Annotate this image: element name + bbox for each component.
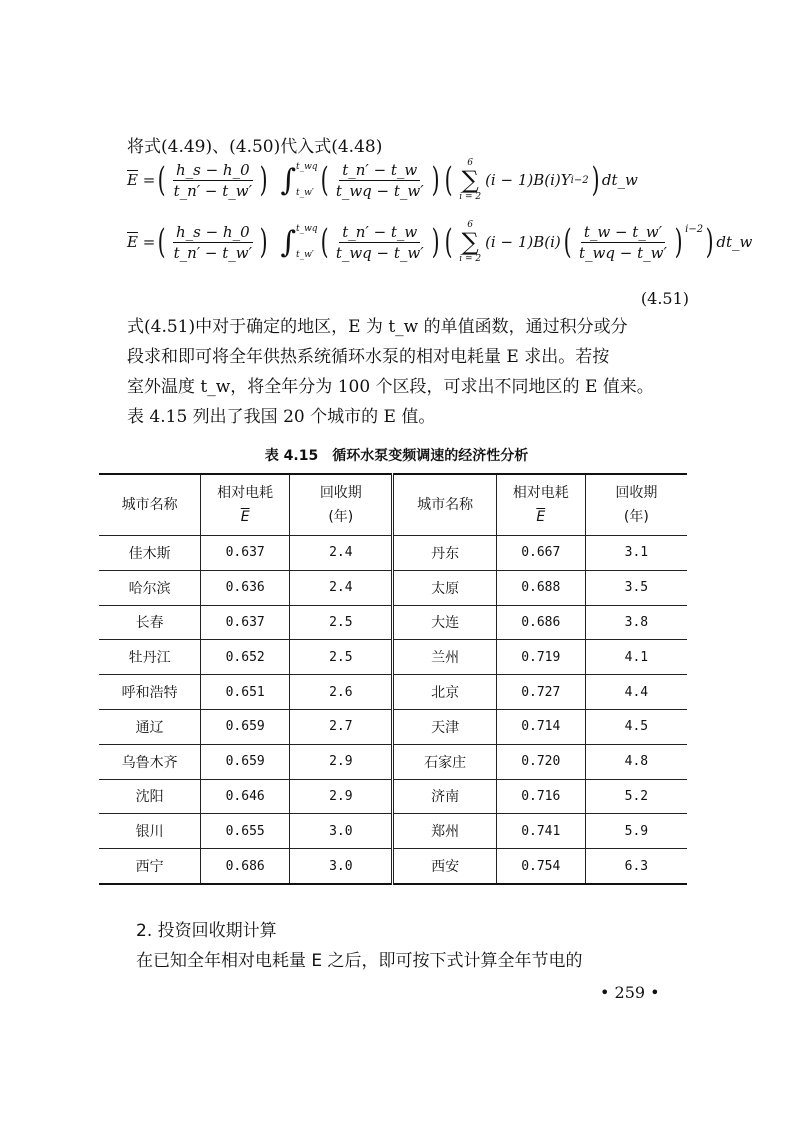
section-heading: 2. 投资回收期计算	[136, 921, 277, 941]
payback-period-cell: 2.6	[290, 675, 393, 710]
table-row	[99, 709, 687, 744]
header-consumption: 相对电耗 $\overline{E}$	[201, 474, 290, 536]
relative-consumption-cell: 0.741	[496, 814, 585, 849]
eq1-fraction-1	[171, 161, 255, 200]
section-text: 在已知全年相对电耗量 E 之后，即可按下式计算全年节电的	[136, 951, 583, 971]
header-city: 城市名称	[393, 474, 496, 536]
header-city: 城市名称	[99, 474, 201, 536]
city-name-cell: 天津	[393, 709, 496, 744]
eq2-summand: (i − 1)B(i)	[485, 233, 561, 251]
payback-period-cell: 3.0	[290, 814, 393, 849]
city-name-cell: 牡丹江	[99, 640, 201, 675]
table-row	[99, 849, 687, 884]
eq1-equals: =	[137, 171, 156, 189]
city-name-cell: 呼和浩特	[99, 675, 201, 710]
eq2-exponent: i−2	[685, 224, 704, 235]
table-caption: 表 4.15 循环水泵变频调速的经济性分析	[264, 448, 529, 464]
city-name-cell: 西宁	[99, 849, 201, 884]
table-row	[99, 744, 687, 779]
eq1-exponent: i−2	[570, 174, 589, 186]
table-row	[99, 536, 687, 571]
relative-consumption-cell: 0.727	[496, 675, 585, 710]
eq2-fraction-3	[576, 223, 670, 262]
payback-period-cell: 2.7	[290, 709, 393, 744]
payback-period-cell: 6.3	[585, 849, 687, 884]
header-consumption: 相对电耗 $\overline{E}$	[496, 474, 585, 536]
eq2-frac1-den: t_n′ − t_w′	[173, 243, 253, 262]
city-name-cell: 大连	[393, 605, 496, 640]
paragraph-line: 式(4.51)中对于确定的地区，E 为 t_w 的单值函数，通过积分或分	[127, 317, 628, 337]
equation-number: (4.51)	[640, 289, 689, 308]
relative-consumption-cell: 0.646	[201, 779, 290, 814]
relative-consumption-cell: 0.667	[496, 536, 585, 571]
city-name-cell: 佳木斯	[99, 536, 201, 571]
relative-consumption-cell: 0.754	[496, 849, 585, 884]
eq1-integral-limits: t_wq t_w′	[295, 162, 318, 198]
city-name-cell: 乌鲁木齐	[99, 744, 201, 779]
eq2-fraction-1	[171, 223, 255, 262]
equation-2: $\overline{E}$ = ( $\frac{h\_s - h\_0}{t\_n' - t\_w'}$ ) ∫ t_wq t_w′ ( $\frac{t\_n' - t\_w}{t\_wq - t\_w'}$ ) ( 6 ∑ i = 2 (i − 1)B(i) ( $\frac{t\_w - t\_w'}{t\_wq - t\_w'}$ ) $^{i-2}$ ) dt_w	[127, 220, 753, 264]
relative-consumption-cell: 0.636	[201, 570, 290, 605]
relative-consumption-cell: 0.659	[201, 709, 290, 744]
payback-period-cell: 2.5	[290, 640, 393, 675]
paragraph-line: 室外温度 t_w，将全年分为 100 个区段，可求出不同地区的 E 值来。	[127, 377, 654, 397]
payback-table	[99, 473, 687, 885]
relative-consumption-cell: 0.659	[201, 744, 290, 779]
summation-sign-icon: 6 ∑ i = 2	[459, 158, 482, 202]
eq1-lhs: $\overline{E}$	[127, 171, 138, 189]
payback-period-cell: 4.1	[585, 640, 687, 675]
relative-consumption-cell: 0.688	[496, 570, 585, 605]
relative-consumption-cell: 0.719	[496, 640, 585, 675]
city-name-cell: 西安	[393, 849, 496, 884]
eq2-equals: =	[137, 233, 156, 251]
payback-period-cell: 2.4	[290, 536, 393, 571]
relative-consumption-cell: 0.652	[201, 640, 290, 675]
eq1-frac2-num: t_n′ − t_w	[339, 161, 420, 181]
intro-line: 将式(4.49)、(4.50)代入式(4.48)	[127, 137, 383, 157]
relative-consumption-cell: 0.655	[201, 814, 290, 849]
table-row	[99, 640, 687, 675]
eq2-frac3-num: t_w − t_w′	[581, 223, 665, 243]
eq1-differential: dt_w	[601, 171, 638, 189]
relative-consumption-cell: 0.651	[201, 675, 290, 710]
eq2-differential: dt_w	[716, 233, 753, 251]
payback-period-cell: 2.5	[290, 605, 393, 640]
relative-consumption-cell: 0.720	[496, 744, 585, 779]
relative-consumption-cell: 0.714	[496, 709, 585, 744]
header-payback: 回收期 (年)	[290, 474, 393, 536]
city-name-cell: 丹东	[393, 536, 496, 571]
city-name-cell: 石家庄	[393, 744, 496, 779]
eq2-frac1-num: h_s − h_0	[173, 223, 253, 243]
table-row	[99, 675, 687, 710]
eq1-fraction-2	[333, 161, 427, 200]
relative-consumption-cell: 0.637	[201, 536, 290, 571]
eq2-integral-limits: t_wq t_w′	[295, 224, 318, 260]
city-name-cell: 北京	[393, 675, 496, 710]
integral-sign-icon: ∫	[280, 162, 296, 198]
city-name-cell: 太原	[393, 570, 496, 605]
city-name-cell: 长春	[99, 605, 201, 640]
payback-period-cell: 4.5	[585, 709, 687, 744]
eq2-lhs: $\overline{E}$	[127, 233, 138, 251]
payback-period-cell: 4.4	[585, 675, 687, 710]
eq2-fraction-2	[333, 223, 427, 262]
table-row	[99, 779, 687, 814]
eq1-frac1-den: t_n′ − t_w′	[173, 181, 253, 200]
table-header-row	[99, 474, 687, 536]
eq2-frac3-den: t_wq − t_w′	[579, 243, 667, 262]
payback-period-cell: 2.9	[290, 744, 393, 779]
city-name-cell: 银川	[99, 814, 201, 849]
payback-period-cell: 3.8	[585, 605, 687, 640]
relative-consumption-cell: 0.686	[496, 605, 585, 640]
payback-period-cell: 2.9	[290, 779, 393, 814]
table-row	[99, 814, 687, 849]
eq1-summand: (i − 1)B(i)Y	[485, 171, 571, 189]
city-name-cell: 兰州	[393, 640, 496, 675]
paragraph-line: 段求和即可将全年供热系统循环水泵的相对电耗量 E 求出。若按	[127, 347, 610, 367]
city-name-cell: 沈阳	[99, 779, 201, 814]
city-name-cell: 郑州	[393, 814, 496, 849]
paragraph-line: 表 4.15 列出了我国 20 个城市的 E 值。	[127, 407, 436, 427]
payback-period-cell: 3.1	[585, 536, 687, 571]
relative-consumption-cell: 0.686	[201, 849, 290, 884]
city-name-cell: 济南	[393, 779, 496, 814]
payback-period-cell: 5.9	[585, 814, 687, 849]
eq1-frac1-num: h_s − h_0	[173, 161, 253, 181]
eq2-frac2-den: t_wq − t_w′	[335, 243, 424, 262]
payback-period-cell: 4.8	[585, 744, 687, 779]
header-payback: 回收期 (年)	[585, 474, 687, 536]
city-name-cell: 通辽	[99, 709, 201, 744]
table-row	[99, 605, 687, 640]
payback-period-cell: 3.0	[290, 849, 393, 884]
relative-consumption-cell: 0.716	[496, 779, 585, 814]
payback-period-cell: 2.4	[290, 570, 393, 605]
payback-period-cell: 3.5	[585, 570, 687, 605]
equation-1: $\overline{E}$ = ( $\frac{h\_s - h\_0}{t\_n' - t\_w'}$ ) ∫ t_wq t_w′ ( $\frac{t\_n' - t\_w}{t\_wq - t\_w'}$ ) ( 6 ∑ i = 2 (i − 1)B(i)Y i−2 ) dt_w	[127, 158, 638, 202]
relative-consumption-cell: 0.637	[201, 605, 290, 640]
table-row	[99, 570, 687, 605]
eq1-frac2-den: t_wq − t_w′	[335, 181, 424, 200]
eq2-frac2-num: t_n′ − t_w	[339, 223, 420, 243]
city-name-cell: 哈尔滨	[99, 570, 201, 605]
summation-sign-icon: 6 ∑ i = 2	[459, 220, 482, 264]
payback-period-cell: 5.2	[585, 779, 687, 814]
integral-sign-icon: ∫	[280, 224, 296, 260]
page-number: • 259 •	[600, 983, 660, 1002]
